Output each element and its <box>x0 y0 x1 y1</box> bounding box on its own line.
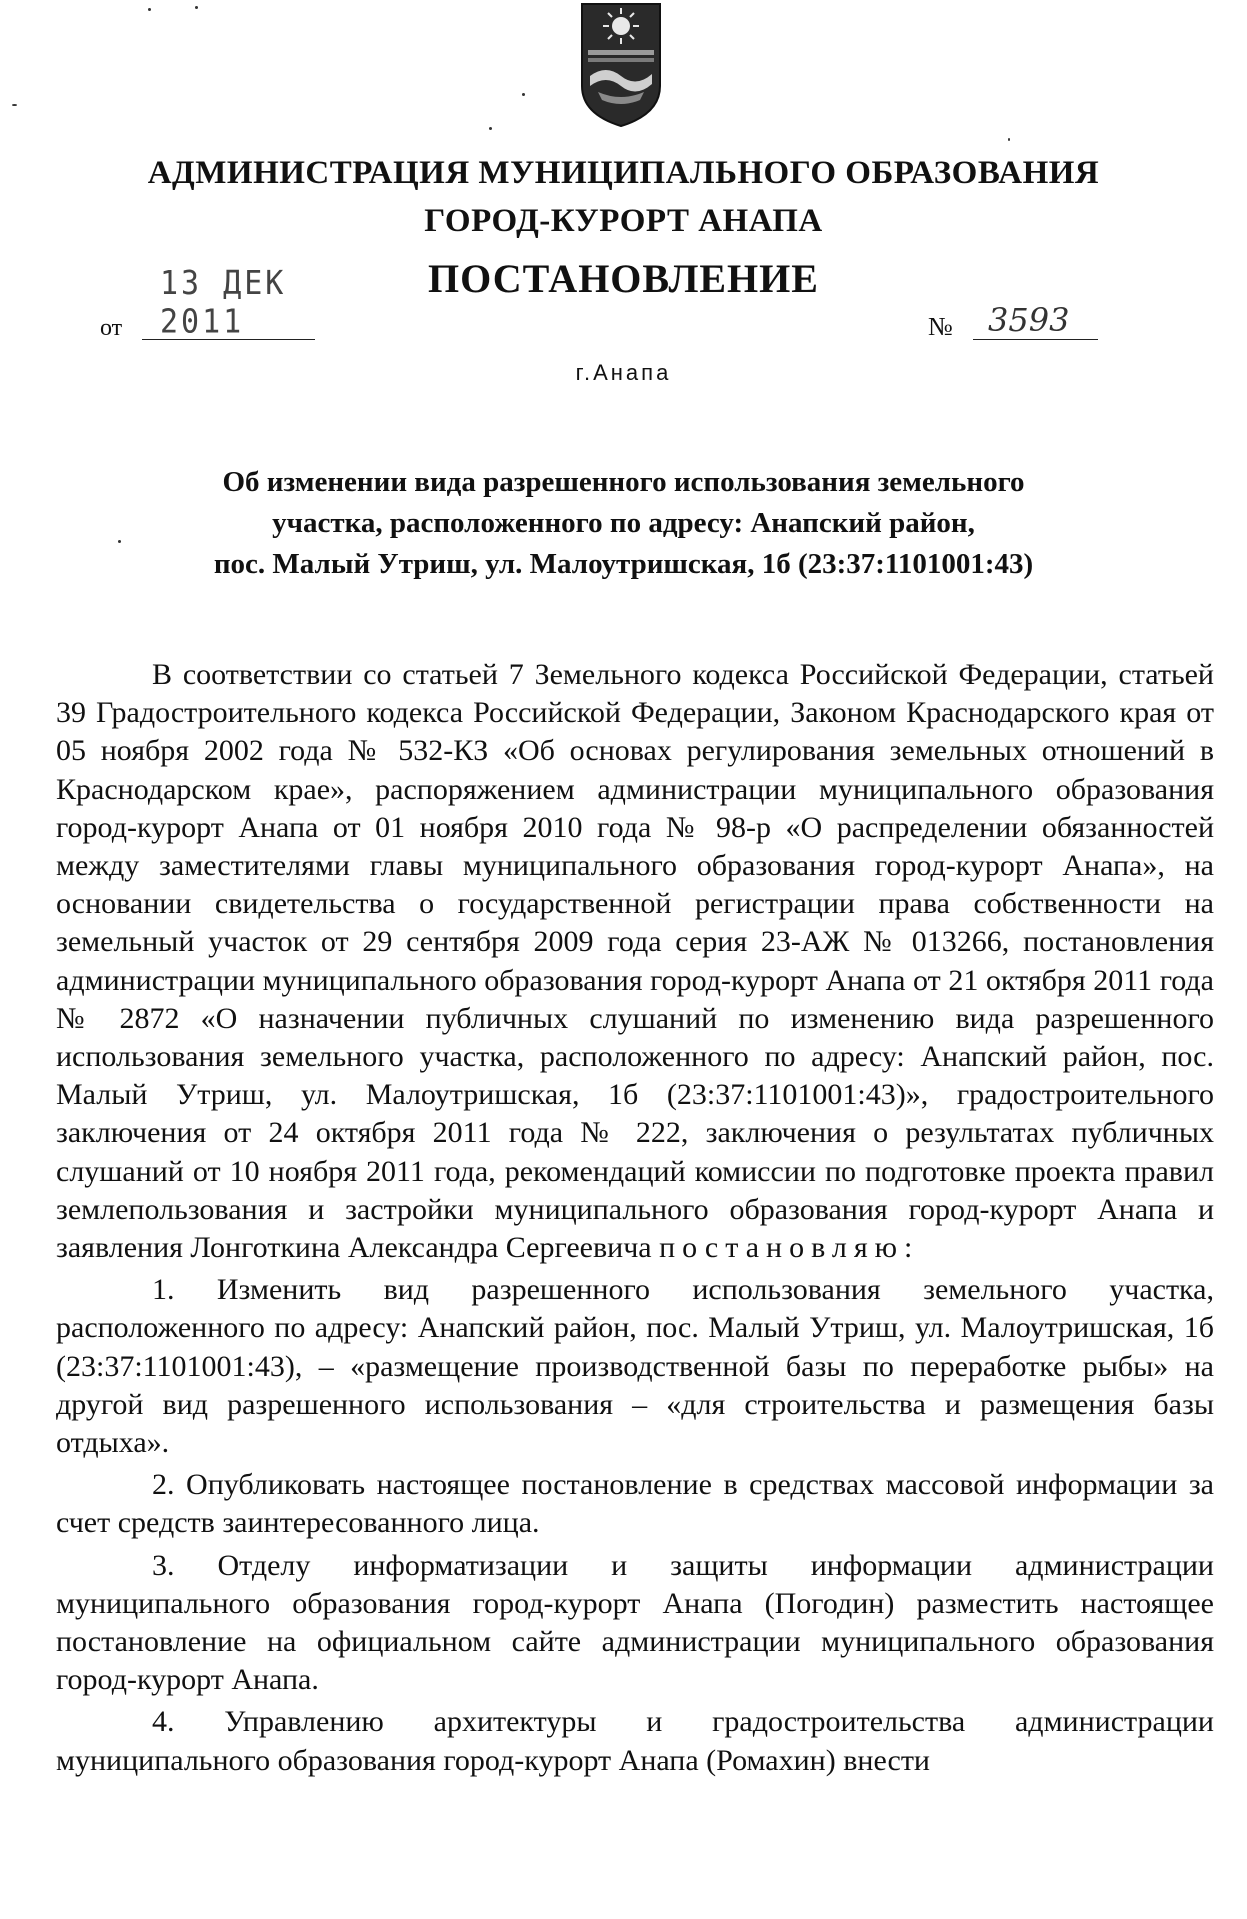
date-stamp: 13 ДЕК 2011 <box>160 264 287 342</box>
date-prefix: от <box>100 315 123 341</box>
organization-name-line2: ГОРОД-КУРОРТ АНАПА <box>424 203 823 239</box>
scan-speck <box>148 8 151 11</box>
decree-item: 1. Изменить вид разрешенного использования земельного участка, расположенного по адресу: Анапский район, пос. Малый Утриш, ул. Малоутришская, 1б (23:37:1101001:43), – «размещение производственной базы по переработке рыбы» на другой вид разрешенного использования – «для строительства и размещения базы отдыха». <box>56 1273 1214 1460</box>
scan-speck <box>195 6 198 9</box>
subject-line: пос. Малый Утриш, ул. Малоутришская, 1б (23:37:1101001:43) <box>213 548 1034 580</box>
organization-name-line1: АДМИНИСТРАЦИЯ МУНИЦИПАЛЬНОГО ОБРАЗОВАНИЯ <box>147 155 1100 191</box>
handwritten-number: 3593 <box>988 301 1070 339</box>
decree-item: 4. Управлению архитектуры и градостроительства администрации муниципального образования город-курорт Анапа (Ромахин) внести <box>56 1705 1214 1777</box>
body-intro-paragraph <box>56 656 1214 1267</box>
city-name: г.Анапа <box>575 360 672 385</box>
coat-of-arms-icon <box>578 2 664 128</box>
scan-speck <box>522 93 525 96</box>
date-field <box>100 264 315 350</box>
scan-speck <box>489 127 492 130</box>
scan-speck <box>1008 138 1010 141</box>
number-underline <box>973 339 1098 340</box>
document-type-title: ПОСТАНОВЛЕНИЕ <box>428 256 819 301</box>
subject-line: Об изменении вида разрешенного использования земельного <box>222 466 1025 498</box>
subject-line: участка, расположенного по адресу: Анапский район, <box>272 507 975 539</box>
scan-speck <box>118 540 121 543</box>
scan-speck <box>12 104 17 106</box>
decree-item: 3. Отделу информатизации и защиты информации администрации муниципального образования город-курорт Анапа (Погодин) разместить настоящее постановление на официальном сайте администрации муниципального образования город-курорт Анапа. <box>56 1548 1214 1697</box>
number-sign: № <box>928 312 953 341</box>
document-number-field <box>928 296 1098 350</box>
document-subject <box>100 462 1147 585</box>
decree-word: постановляю: <box>659 1231 920 1265</box>
intro-text: В соответствии со статьей 7 Земельного кодекса Российской Федерации, статьей 39 Градостроительного кодекса Российской Федерации, Законом Краснодарского края от 05 ноября 2002 года № 532-КЗ «Об основах регулирования земельных отношений в Краснодарском крае», распоряжением администрации муниципального образования город-курорт Анапа от 01 ноября 2010 года № 98-р «О распределении обязанностей между заместителями главы муниципального образования город-курорт Анапа», на основании свидетельства о государственной регистрации права собственности на земельный участок от 29 сентября 2009 года серия 23-АЖ № 013266, постановления администрации муниципального образования город-курорт Анапа от 21 октября 2011 года № 2872 «О назначении публичных слушаний по изменению вида разрешенного использования земельного участка, расположенного по адресу: Анапский район, пос. Малый Утриш, ул. Малоутришская, 1б (23:37:1101001:43)», градостроительного заключения от 24 октября 2011 года № 222, заключения о результатах публичных слушаний от 10 ноября 2011 года, рекомендаций комиссии по подготовке проекта правил землепользования и застройки муниципального образования город-курорт Анапа и заявления Лонготкина Александра Сергеевича <box>56 658 1214 1265</box>
document-body <box>56 656 1214 1780</box>
decree-item: 2. Опубликовать настоящее постановление в средствах массовой информации за счет средств заинтересованного лица. <box>56 1468 1214 1540</box>
